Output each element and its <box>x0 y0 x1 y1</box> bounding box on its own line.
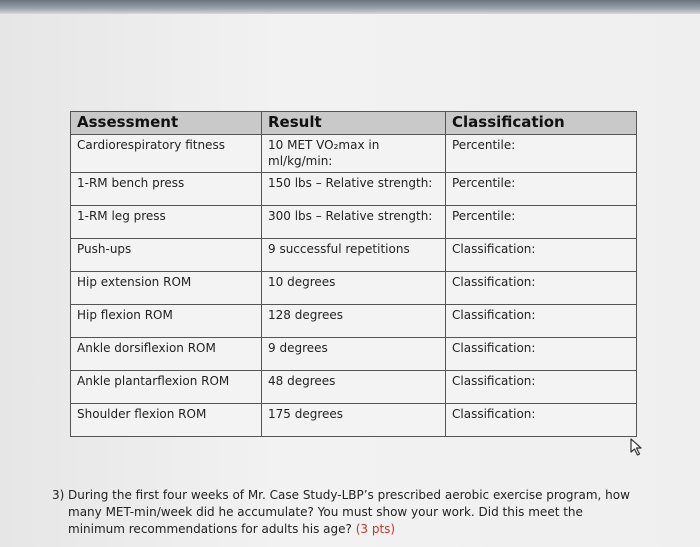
cell-result: 9 degrees <box>262 338 446 371</box>
question-text-block <box>68 487 638 538</box>
cell-result: 9 successful repetitions <box>262 239 446 272</box>
cell-classification: Percentile: <box>446 206 637 239</box>
header-assessment: Assessment <box>71 112 262 135</box>
cell-assessment: Cardiorespiratory fitness <box>71 135 262 173</box>
cell-assessment: Ankle plantarflexion ROM <box>71 371 262 404</box>
cell-classification: Classification: <box>446 371 637 404</box>
cell-classification: Classification: <box>446 272 637 305</box>
table-row <box>71 135 637 173</box>
table-row <box>71 371 637 404</box>
window-top-bar <box>0 0 700 14</box>
table-header-row <box>71 112 637 135</box>
header-classification: Classification <box>446 112 637 135</box>
cell-classification: Percentile: <box>446 135 637 173</box>
cell-classification: Classification: <box>446 338 637 371</box>
cell-result: 128 degrees <box>262 305 446 338</box>
table-row <box>71 239 637 272</box>
table-row <box>71 173 637 206</box>
cell-result: 150 lbs – Relative strength: <box>262 173 446 206</box>
question-text: During the first four weeks of Mr. Case Study-LBP’s prescribed aerobic exercise program, how many MET-min/week did he accumulate? You must show your work. Did this meet the minimum recommendations for adults his age? <box>68 488 630 536</box>
cell-classification: Classification: <box>446 239 637 272</box>
cell-result: 48 degrees <box>262 371 446 404</box>
table-row <box>71 206 637 239</box>
cell-assessment: 1-RM leg press <box>71 206 262 239</box>
table-row <box>71 305 637 338</box>
cell-result: 10 degrees <box>262 272 446 305</box>
cell-result: 10 MET VO₂max in ml/kg/min: <box>262 135 446 173</box>
cell-assessment: Hip extension ROM <box>71 272 262 305</box>
cell-result: 175 degrees <box>262 404 446 437</box>
cell-classification: Classification: <box>446 404 637 437</box>
cell-assessment: 1-RM bench press <box>71 173 262 206</box>
assessment-table <box>70 111 637 437</box>
cell-assessment: Ankle dorsiflexion ROM <box>71 338 262 371</box>
table-row <box>71 404 637 437</box>
header-result: Result <box>262 112 446 135</box>
cell-assessment: Push-ups <box>71 239 262 272</box>
cell-assessment: Shoulder flexion ROM <box>71 404 262 437</box>
table-row <box>71 338 637 371</box>
cell-assessment: Hip flexion ROM <box>71 305 262 338</box>
cell-classification: Percentile: <box>446 173 637 206</box>
cell-classification: Classification: <box>446 305 637 338</box>
mouse-pointer-icon <box>630 438 644 456</box>
cell-result: 300 lbs – Relative strength: <box>262 206 446 239</box>
question-points: (3 pts) <box>355 522 396 536</box>
table-row <box>71 272 637 305</box>
question-number: 3) <box>52 488 65 502</box>
